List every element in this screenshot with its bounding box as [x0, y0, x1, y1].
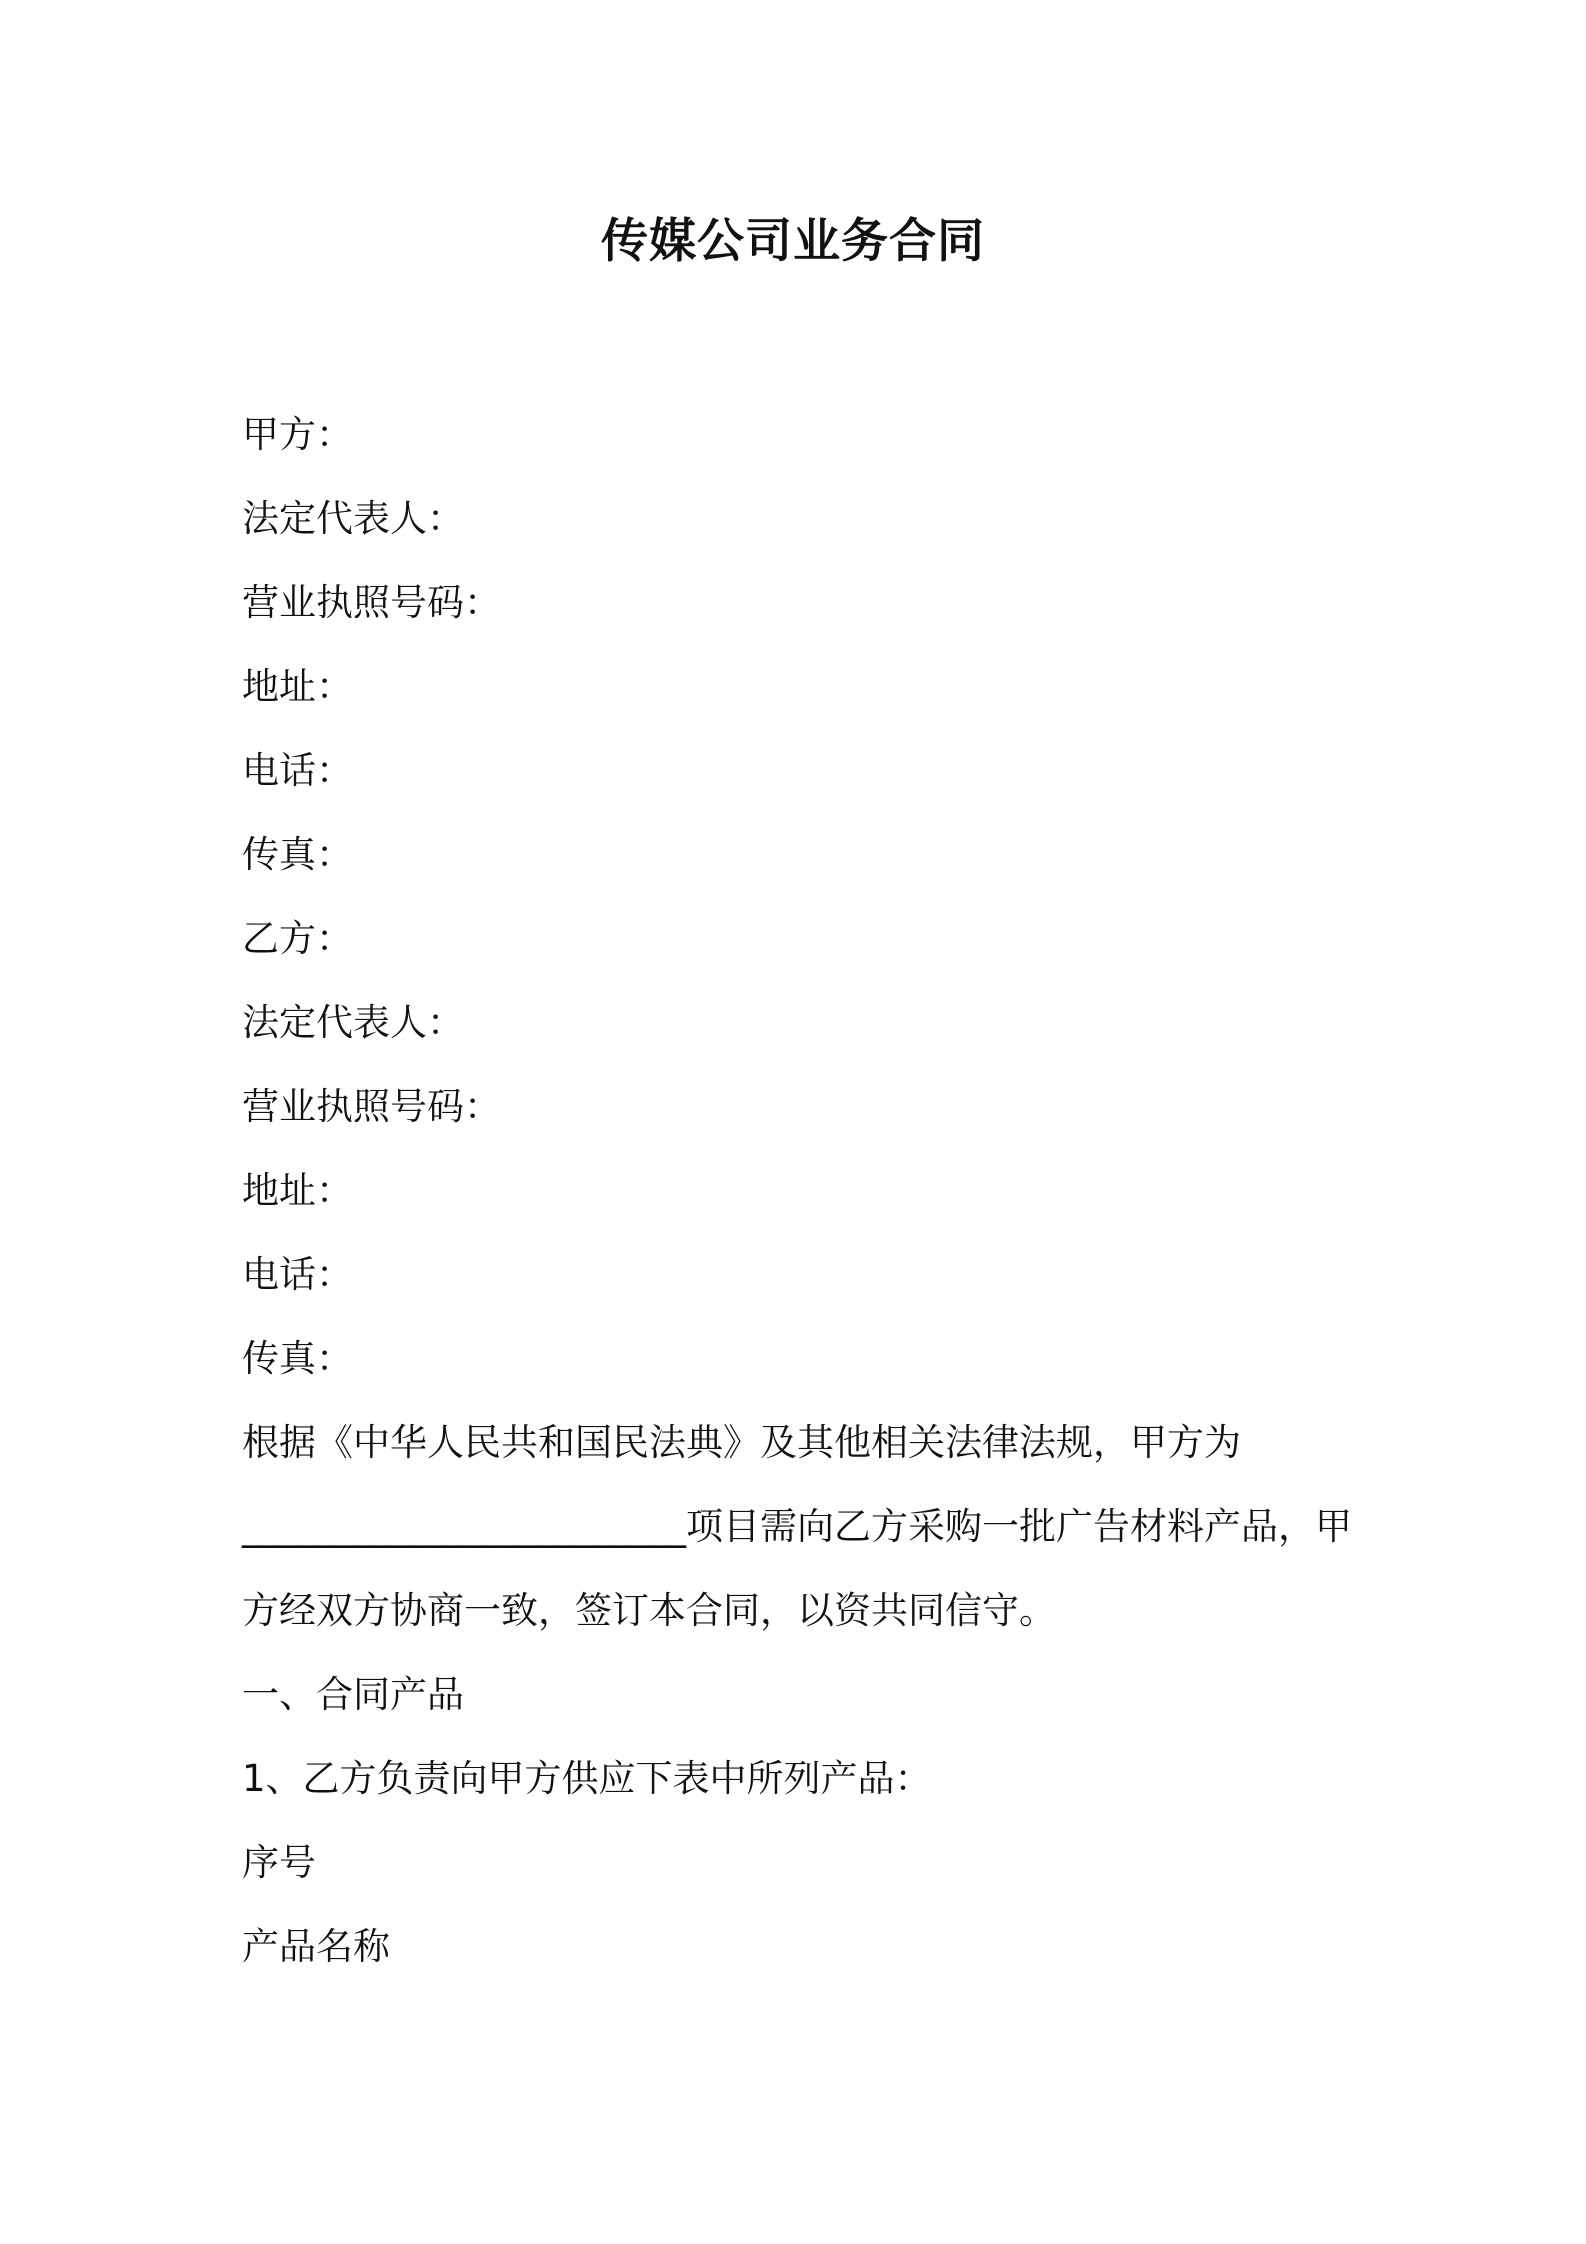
document-title: 传媒公司业务合同 — [601, 214, 985, 269]
party-b-label: 乙方： — [242, 917, 353, 960]
preamble-line-3: 方经双方协商一致，签订本合同，以资共同信守。 — [242, 1589, 1056, 1632]
party-a-label: 甲方： — [242, 413, 353, 456]
party-a-phone: 电话： — [242, 749, 353, 792]
preamble-line-2: ________________________项目需向乙方采购一批广告材料产品，甲 — [242, 1505, 1352, 1548]
party-a-legal-rep: 法定代表人： — [242, 497, 464, 540]
party-b-legal-rep: 法定代表人： — [242, 1001, 464, 1044]
party-a-address: 地址： — [242, 665, 353, 708]
party-b-address: 地址： — [242, 1169, 353, 1212]
party-b-fax: 传真： — [242, 1337, 353, 1380]
party-a-fax: 传真： — [242, 833, 353, 876]
party-b-license: 营业执照号码： — [242, 1085, 501, 1128]
party-b-phone: 电话： — [242, 1253, 353, 1296]
party-a-license: 营业执照号码： — [242, 581, 501, 624]
table-column-product-name: 产品名称 — [242, 1925, 390, 1968]
preamble-line-1: 根据《中华人民共和国民法典》及其他相关法律法规，甲方为 — [242, 1421, 1241, 1464]
table-column-number: 序号 — [242, 1841, 316, 1884]
section-item-1: 1、乙方负责向甲方供应下表中所列产品： — [242, 1757, 932, 1800]
section-heading: 一、合同产品 — [242, 1673, 464, 1716]
